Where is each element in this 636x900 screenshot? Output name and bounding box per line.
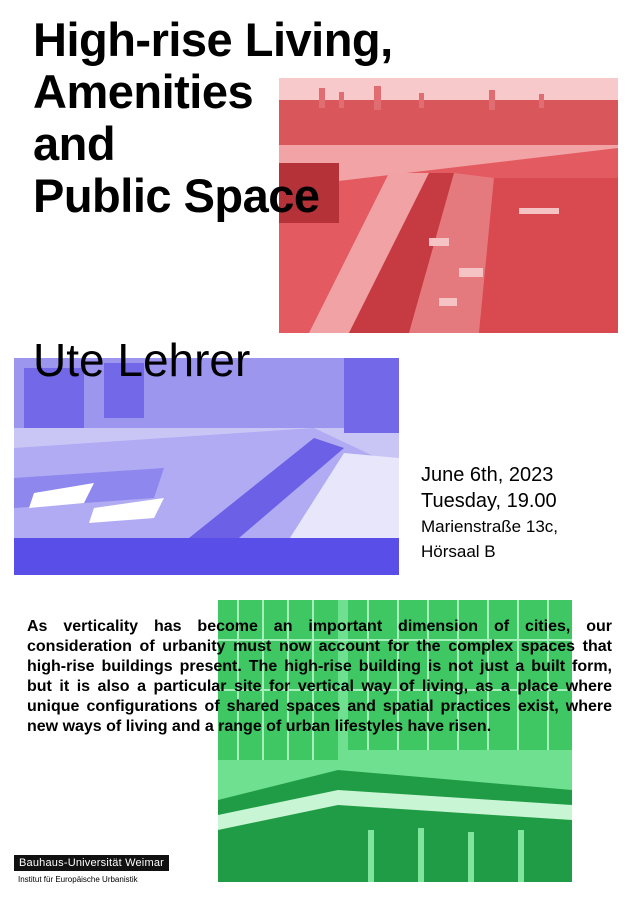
event-address: Marienstraße 13c,: [421, 517, 558, 536]
institute-name: Institut für Europäische Urbanistik: [18, 875, 138, 884]
university-logo: [14, 853, 169, 884]
title-line-1: High-rise Living,: [33, 13, 393, 66]
event-title: [33, 14, 393, 222]
event-room: Hörsaal B: [421, 542, 496, 561]
event-details: [421, 462, 558, 564]
title-line-3: and: [33, 117, 116, 170]
title-line-4: Public Space: [33, 169, 320, 222]
title-line-2: Amenities: [33, 65, 254, 118]
abstract-text: As verticality has become an important dimension of cities, our consideration of urbanity must now account for the complex spaces that high-rise buildings present. The high-rise building is not just a built form, but it is also a particular site for vertical way of living, as a place where unique configurations of shared spaces and spatial practices exist, where new ways of living and a range of urban lifestyles have risen.: [27, 618, 612, 735]
event-date: June 6th, 2023: [421, 464, 554, 486]
speaker-name: Ute Lehrer: [33, 334, 251, 386]
pool-deck-photo-blue: [14, 358, 399, 575]
event-day-time: Tuesday, 19.00: [421, 490, 557, 512]
university-name: Bauhaus-Universität Weimar: [14, 855, 169, 871]
